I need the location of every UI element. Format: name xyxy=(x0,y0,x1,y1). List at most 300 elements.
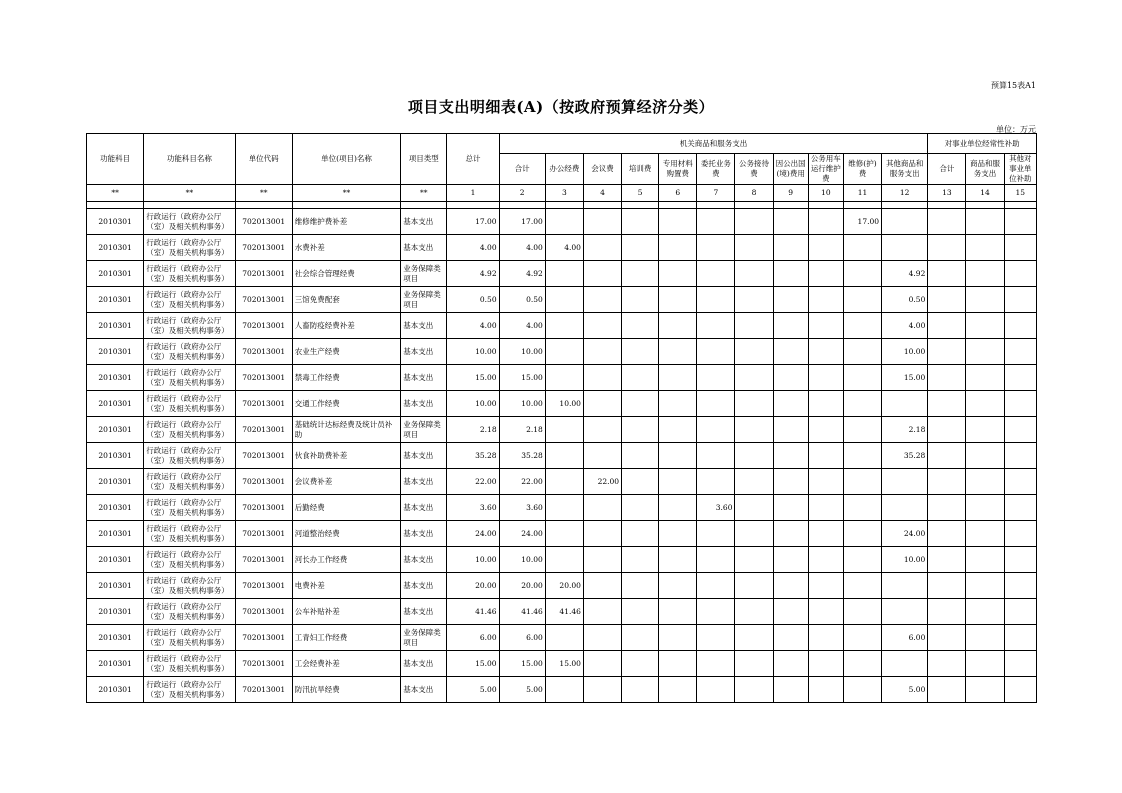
cell-training xyxy=(622,469,659,495)
cell-maintenance xyxy=(843,469,881,495)
cell-commission xyxy=(697,547,735,573)
cell-other-goods: 2.18 xyxy=(882,417,928,443)
cell-unit-code: 702013001 xyxy=(235,391,292,417)
col-project-type: 项目类型 xyxy=(401,134,447,185)
cell-reception xyxy=(735,391,773,417)
cell-total: 6.00 xyxy=(447,625,499,651)
cell-vehicle xyxy=(808,235,843,261)
cell-vehicle xyxy=(808,339,843,365)
cell-training xyxy=(622,209,659,235)
cell-func-code: 2010301 xyxy=(87,469,144,495)
cell-meeting xyxy=(583,573,621,599)
cell-materials xyxy=(659,573,697,599)
cell-func-code: 2010301 xyxy=(87,625,144,651)
cell-meeting xyxy=(583,677,621,703)
cell-commission xyxy=(697,417,735,443)
cell-reception xyxy=(735,365,773,391)
cell-subtotal: 4.92 xyxy=(499,261,545,287)
cell-sub-goods xyxy=(966,625,1004,651)
index-cell: 5 xyxy=(622,185,659,202)
cell-unit-code: 702013001 xyxy=(235,547,292,573)
cell-func-code: 2010301 xyxy=(87,495,144,521)
index-cell: 15 xyxy=(1004,185,1036,202)
cell-sub-total xyxy=(928,495,966,521)
cell-materials xyxy=(659,417,697,443)
cell-maintenance xyxy=(843,391,881,417)
cell-sub-goods xyxy=(966,521,1004,547)
cell-office: 41.46 xyxy=(545,599,583,625)
cell-maintenance xyxy=(843,313,881,339)
cell-meeting xyxy=(583,391,621,417)
cell-reception xyxy=(735,417,773,443)
table-header xyxy=(87,134,1037,209)
cell-maintenance xyxy=(843,521,881,547)
cell-materials xyxy=(659,651,697,677)
cell-sub-other xyxy=(1004,599,1036,625)
cell-project-name: 会议费补差 xyxy=(292,469,400,495)
cell-meeting xyxy=(583,261,621,287)
cell-unit-code: 702013001 xyxy=(235,209,292,235)
cell-other-goods: 35.28 xyxy=(882,443,928,469)
cell-maintenance xyxy=(843,261,881,287)
index-cell: 12 xyxy=(882,185,928,202)
cell-maintenance xyxy=(843,287,881,313)
cell-reception xyxy=(735,573,773,599)
cell-func-code: 2010301 xyxy=(87,365,144,391)
cell-sub-goods xyxy=(966,365,1004,391)
cell-func-name: 行政运行（政府办公厅（室）及相关机构事务） xyxy=(144,651,235,677)
cell-project-name: 三馆免费配套 xyxy=(292,287,400,313)
cell-unit-code: 702013001 xyxy=(235,573,292,599)
cell-other-goods xyxy=(882,573,928,599)
cell-project-name: 公车补贴补差 xyxy=(292,599,400,625)
cell-office xyxy=(545,313,583,339)
col-sub-total: 合计 xyxy=(928,154,966,185)
cell-materials xyxy=(659,287,697,313)
cell-other-goods: 15.00 xyxy=(882,365,928,391)
cell-maintenance xyxy=(843,417,881,443)
cell-materials xyxy=(659,209,697,235)
cell-project-name: 防汛抗旱经费 xyxy=(292,677,400,703)
cell-project-name: 农业生产经费 xyxy=(292,339,400,365)
cell-office xyxy=(545,287,583,313)
cell-project-name: 河长办工作经费 xyxy=(292,547,400,573)
cell-unit-code: 702013001 xyxy=(235,339,292,365)
cell-project-type: 基本支出 xyxy=(401,573,447,599)
cell-vehicle xyxy=(808,573,843,599)
index-cell: ** xyxy=(87,185,144,202)
cell-project-type: 基本支出 xyxy=(401,391,447,417)
cell-reception xyxy=(735,339,773,365)
cell-sub-goods xyxy=(966,677,1004,703)
cell-sub-goods xyxy=(966,417,1004,443)
cell-total: 5.00 xyxy=(447,677,499,703)
cell-unit-code: 702013001 xyxy=(235,365,292,391)
table-row xyxy=(87,313,1037,339)
cell-func-code: 2010301 xyxy=(87,677,144,703)
cell-sub-other xyxy=(1004,365,1036,391)
cell-project-name: 交通工作经费 xyxy=(292,391,400,417)
cell-materials xyxy=(659,365,697,391)
cell-project-type: 基本支出 xyxy=(401,339,447,365)
cell-sub-total xyxy=(928,651,966,677)
cell-abroad xyxy=(773,313,808,339)
cell-office: 10.00 xyxy=(545,391,583,417)
cell-maintenance xyxy=(843,547,881,573)
cell-office xyxy=(545,209,583,235)
cell-training xyxy=(622,677,659,703)
page-title: 项目支出明细表(A)（按政府预算经济分类） xyxy=(407,98,715,116)
cell-reception xyxy=(735,547,773,573)
cell-meeting xyxy=(583,495,621,521)
cell-reception xyxy=(735,495,773,521)
cell-office: 4.00 xyxy=(545,235,583,261)
cell-unit-code: 702013001 xyxy=(235,417,292,443)
group-subsidy: 对事业单位经常性补助 xyxy=(928,134,1037,154)
cell-sub-total xyxy=(928,677,966,703)
cell-meeting xyxy=(583,443,621,469)
index-cell: 7 xyxy=(697,185,735,202)
cell-training xyxy=(622,391,659,417)
cell-materials xyxy=(659,625,697,651)
cell-sub-other xyxy=(1004,521,1036,547)
cell-func-name: 行政运行（政府办公厅（室）及相关机构事务） xyxy=(144,599,235,625)
cell-unit-code: 702013001 xyxy=(235,261,292,287)
col-unit-project-name: 单位(项目)名称 xyxy=(292,134,400,185)
cell-subtotal: 6.00 xyxy=(499,625,545,651)
cell-sub-other xyxy=(1004,287,1036,313)
cell-meeting xyxy=(583,599,621,625)
cell-meeting xyxy=(583,417,621,443)
cell-total: 2.18 xyxy=(447,417,499,443)
cell-training xyxy=(622,235,659,261)
table-row xyxy=(87,261,1037,287)
cell-total: 15.00 xyxy=(447,365,499,391)
cell-subtotal: 20.00 xyxy=(499,573,545,599)
cell-other-goods: 5.00 xyxy=(882,677,928,703)
cell-abroad xyxy=(773,495,808,521)
cell-meeting xyxy=(583,235,621,261)
cell-maintenance xyxy=(843,365,881,391)
cell-sub-total xyxy=(928,261,966,287)
cell-training xyxy=(622,261,659,287)
cell-training xyxy=(622,443,659,469)
cell-materials xyxy=(659,391,697,417)
cell-sub-other xyxy=(1004,443,1036,469)
cell-unit-code: 702013001 xyxy=(235,469,292,495)
cell-func-code: 2010301 xyxy=(87,573,144,599)
table-row xyxy=(87,339,1037,365)
cell-materials xyxy=(659,469,697,495)
cell-meeting xyxy=(583,313,621,339)
cell-commission xyxy=(697,521,735,547)
cell-subtotal: 15.00 xyxy=(499,365,545,391)
cell-materials xyxy=(659,547,697,573)
cell-subtotal: 15.00 xyxy=(499,651,545,677)
cell-commission xyxy=(697,573,735,599)
cell-sub-total xyxy=(928,417,966,443)
cell-commission xyxy=(697,651,735,677)
cell-project-name: 河道整治经费 xyxy=(292,521,400,547)
cell-training xyxy=(622,339,659,365)
cell-other-goods: 10.00 xyxy=(882,547,928,573)
cell-training xyxy=(622,625,659,651)
cell-func-code: 2010301 xyxy=(87,417,144,443)
cell-reception xyxy=(735,313,773,339)
cell-vehicle xyxy=(808,469,843,495)
cell-project-type: 业务保障类项目 xyxy=(401,261,447,287)
index-cell: 2 xyxy=(499,185,545,202)
index-cell: 14 xyxy=(966,185,1004,202)
cell-office xyxy=(545,547,583,573)
cell-abroad xyxy=(773,573,808,599)
cell-reception xyxy=(735,209,773,235)
cell-project-name: 禁毒工作经费 xyxy=(292,365,400,391)
table-row xyxy=(87,443,1037,469)
cell-project-type: 基本支出 xyxy=(401,677,447,703)
cell-meeting xyxy=(583,339,621,365)
cell-func-name: 行政运行（政府办公厅（室）及相关机构事务） xyxy=(144,235,235,261)
cell-abroad xyxy=(773,287,808,313)
table-row xyxy=(87,495,1037,521)
cell-other-goods xyxy=(882,391,928,417)
cell-subtotal: 10.00 xyxy=(499,391,545,417)
index-cell: ** xyxy=(235,185,292,202)
cell-func-code: 2010301 xyxy=(87,547,144,573)
cell-subtotal: 3.60 xyxy=(499,495,545,521)
cell-project-name: 工会经费补差 xyxy=(292,651,400,677)
cell-subtotal: 4.00 xyxy=(499,235,545,261)
cell-sub-other xyxy=(1004,651,1036,677)
cell-subtotal: 10.00 xyxy=(499,547,545,573)
cell-project-name: 维修维护费补差 xyxy=(292,209,400,235)
cell-sub-total xyxy=(928,365,966,391)
index-cell: 8 xyxy=(735,185,773,202)
index-cell: 11 xyxy=(843,185,881,202)
cell-vehicle xyxy=(808,417,843,443)
col-func-name: 功能科目名称 xyxy=(144,134,235,185)
cell-sub-total xyxy=(928,391,966,417)
cell-vehicle xyxy=(808,209,843,235)
cell-sub-total xyxy=(928,235,966,261)
cell-func-name: 行政运行（政府办公厅（室）及相关机构事务） xyxy=(144,677,235,703)
cell-maintenance xyxy=(843,677,881,703)
col-training: 培训费 xyxy=(622,154,659,185)
cell-sub-other xyxy=(1004,313,1036,339)
cell-func-code: 2010301 xyxy=(87,521,144,547)
table-row xyxy=(87,287,1037,313)
table-row xyxy=(87,235,1037,261)
cell-abroad xyxy=(773,443,808,469)
cell-total: 0.50 xyxy=(447,287,499,313)
table-row xyxy=(87,677,1037,703)
col-other-goods: 其他商品和服务支出 xyxy=(882,154,928,185)
index-cell: 1 xyxy=(447,185,499,202)
cell-total: 3.60 xyxy=(447,495,499,521)
table-row xyxy=(87,417,1037,443)
cell-sub-total xyxy=(928,573,966,599)
col-unit-code: 单位代码 xyxy=(235,134,292,185)
cell-subtotal: 2.18 xyxy=(499,417,545,443)
cell-total: 17.00 xyxy=(447,209,499,235)
cell-project-type: 基本支出 xyxy=(401,443,447,469)
cell-sub-goods xyxy=(966,573,1004,599)
cell-func-code: 2010301 xyxy=(87,209,144,235)
cell-sub-goods xyxy=(966,261,1004,287)
cell-abroad xyxy=(773,625,808,651)
cell-project-type: 业务保障类项目 xyxy=(401,417,447,443)
cell-sub-total xyxy=(928,209,966,235)
cell-project-type: 基本支出 xyxy=(401,521,447,547)
cell-maintenance xyxy=(843,443,881,469)
cell-maintenance xyxy=(843,235,881,261)
cell-func-name: 行政运行（政府办公厅（室）及相关机构事务） xyxy=(144,573,235,599)
cell-training xyxy=(622,287,659,313)
cell-commission xyxy=(697,261,735,287)
cell-training xyxy=(622,651,659,677)
cell-sub-goods xyxy=(966,209,1004,235)
cell-commission xyxy=(697,313,735,339)
cell-total: 22.00 xyxy=(447,469,499,495)
cell-vehicle xyxy=(808,443,843,469)
cell-func-name: 行政运行（政府办公厅（室）及相关机构事务） xyxy=(144,287,235,313)
table-row xyxy=(87,469,1037,495)
cell-total: 41.46 xyxy=(447,599,499,625)
cell-func-name: 行政运行（政府办公厅（室）及相关机构事务） xyxy=(144,469,235,495)
cell-office xyxy=(545,443,583,469)
col-vehicle: 公务用车运行维护费 xyxy=(808,154,843,185)
cell-abroad xyxy=(773,209,808,235)
cell-total: 4.92 xyxy=(447,261,499,287)
cell-reception xyxy=(735,261,773,287)
table-code: 预算15表A1 xyxy=(990,81,1036,90)
cell-project-type: 基本支出 xyxy=(401,209,447,235)
cell-training xyxy=(622,365,659,391)
cell-subtotal: 41.46 xyxy=(499,599,545,625)
table-row xyxy=(87,365,1037,391)
cell-project-type: 基本支出 xyxy=(401,235,447,261)
cell-abroad xyxy=(773,339,808,365)
cell-training xyxy=(622,495,659,521)
cell-other-goods xyxy=(882,469,928,495)
cell-commission xyxy=(697,235,735,261)
col-sub-goods: 商品和服务支出 xyxy=(966,154,1004,185)
cell-reception xyxy=(735,625,773,651)
cell-other-goods: 4.92 xyxy=(882,261,928,287)
cell-meeting xyxy=(583,209,621,235)
cell-func-name: 行政运行（政府办公厅（室）及相关机构事务） xyxy=(144,547,235,573)
cell-vehicle xyxy=(808,599,843,625)
cell-commission: 3.60 xyxy=(697,495,735,521)
cell-commission xyxy=(697,391,735,417)
cell-sub-goods xyxy=(966,339,1004,365)
col-meeting: 会议费 xyxy=(583,154,621,185)
cell-materials xyxy=(659,261,697,287)
cell-meeting xyxy=(583,365,621,391)
cell-sub-other xyxy=(1004,339,1036,365)
unit-note: 单位：万元 xyxy=(996,125,1036,134)
cell-unit-code: 702013001 xyxy=(235,495,292,521)
cell-other-goods xyxy=(882,495,928,521)
col-total: 总计 xyxy=(447,134,499,185)
cell-subtotal: 17.00 xyxy=(499,209,545,235)
index-cell: 13 xyxy=(928,185,966,202)
cell-maintenance xyxy=(843,339,881,365)
col-sub-other: 其他对事业单位补助 xyxy=(1004,154,1036,185)
table-row xyxy=(87,651,1037,677)
cell-reception xyxy=(735,677,773,703)
cell-maintenance xyxy=(843,495,881,521)
cell-materials xyxy=(659,235,697,261)
cell-subtotal: 4.00 xyxy=(499,313,545,339)
cell-office xyxy=(545,261,583,287)
cell-vehicle xyxy=(808,313,843,339)
index-cell: 9 xyxy=(773,185,808,202)
cell-func-name: 行政运行（政府办公厅（室）及相关机构事务） xyxy=(144,417,235,443)
col-maintenance: 维修(护)费 xyxy=(843,154,881,185)
cell-sub-goods xyxy=(966,391,1004,417)
cell-abroad xyxy=(773,261,808,287)
cell-sub-other xyxy=(1004,677,1036,703)
cell-total: 10.00 xyxy=(447,339,499,365)
cell-materials xyxy=(659,521,697,547)
col-reception: 公务接待费 xyxy=(735,154,773,185)
cell-sub-goods xyxy=(966,443,1004,469)
cell-project-name: 人畜防疫经费补差 xyxy=(292,313,400,339)
cell-project-type: 基本支出 xyxy=(401,599,447,625)
cell-unit-code: 702013001 xyxy=(235,651,292,677)
cell-unit-code: 702013001 xyxy=(235,287,292,313)
cell-materials xyxy=(659,443,697,469)
col-office: 办公经费 xyxy=(545,154,583,185)
expense-table xyxy=(86,133,1037,703)
col-materials: 专用材料购置费 xyxy=(659,154,697,185)
table-body xyxy=(87,209,1037,703)
cell-project-type: 基本支出 xyxy=(401,365,447,391)
cell-meeting xyxy=(583,521,621,547)
cell-project-type: 基本支出 xyxy=(401,469,447,495)
cell-total: 24.00 xyxy=(447,521,499,547)
cell-sub-other xyxy=(1004,495,1036,521)
cell-sub-goods xyxy=(966,495,1004,521)
cell-sub-goods xyxy=(966,469,1004,495)
cell-office xyxy=(545,677,583,703)
cell-sub-total xyxy=(928,625,966,651)
index-cell: ** xyxy=(144,185,235,202)
cell-unit-code: 702013001 xyxy=(235,521,292,547)
cell-materials xyxy=(659,495,697,521)
cell-reception xyxy=(735,651,773,677)
cell-reception xyxy=(735,287,773,313)
cell-training xyxy=(622,313,659,339)
cell-func-name: 行政运行（政府办公厅（室）及相关机构事务） xyxy=(144,313,235,339)
cell-materials xyxy=(659,339,697,365)
cell-project-name: 水费补差 xyxy=(292,235,400,261)
cell-sub-other xyxy=(1004,469,1036,495)
cell-sub-goods xyxy=(966,547,1004,573)
cell-other-goods: 4.00 xyxy=(882,313,928,339)
group-goods-services: 机关商品和服务支出 xyxy=(499,134,928,154)
cell-func-code: 2010301 xyxy=(87,287,144,313)
col-func-code: 功能科目 xyxy=(87,134,144,185)
index-row xyxy=(87,185,1037,202)
cell-office xyxy=(545,339,583,365)
cell-commission xyxy=(697,625,735,651)
cell-vehicle xyxy=(808,651,843,677)
cell-sub-goods xyxy=(966,235,1004,261)
cell-vehicle xyxy=(808,365,843,391)
cell-subtotal: 35.28 xyxy=(499,443,545,469)
